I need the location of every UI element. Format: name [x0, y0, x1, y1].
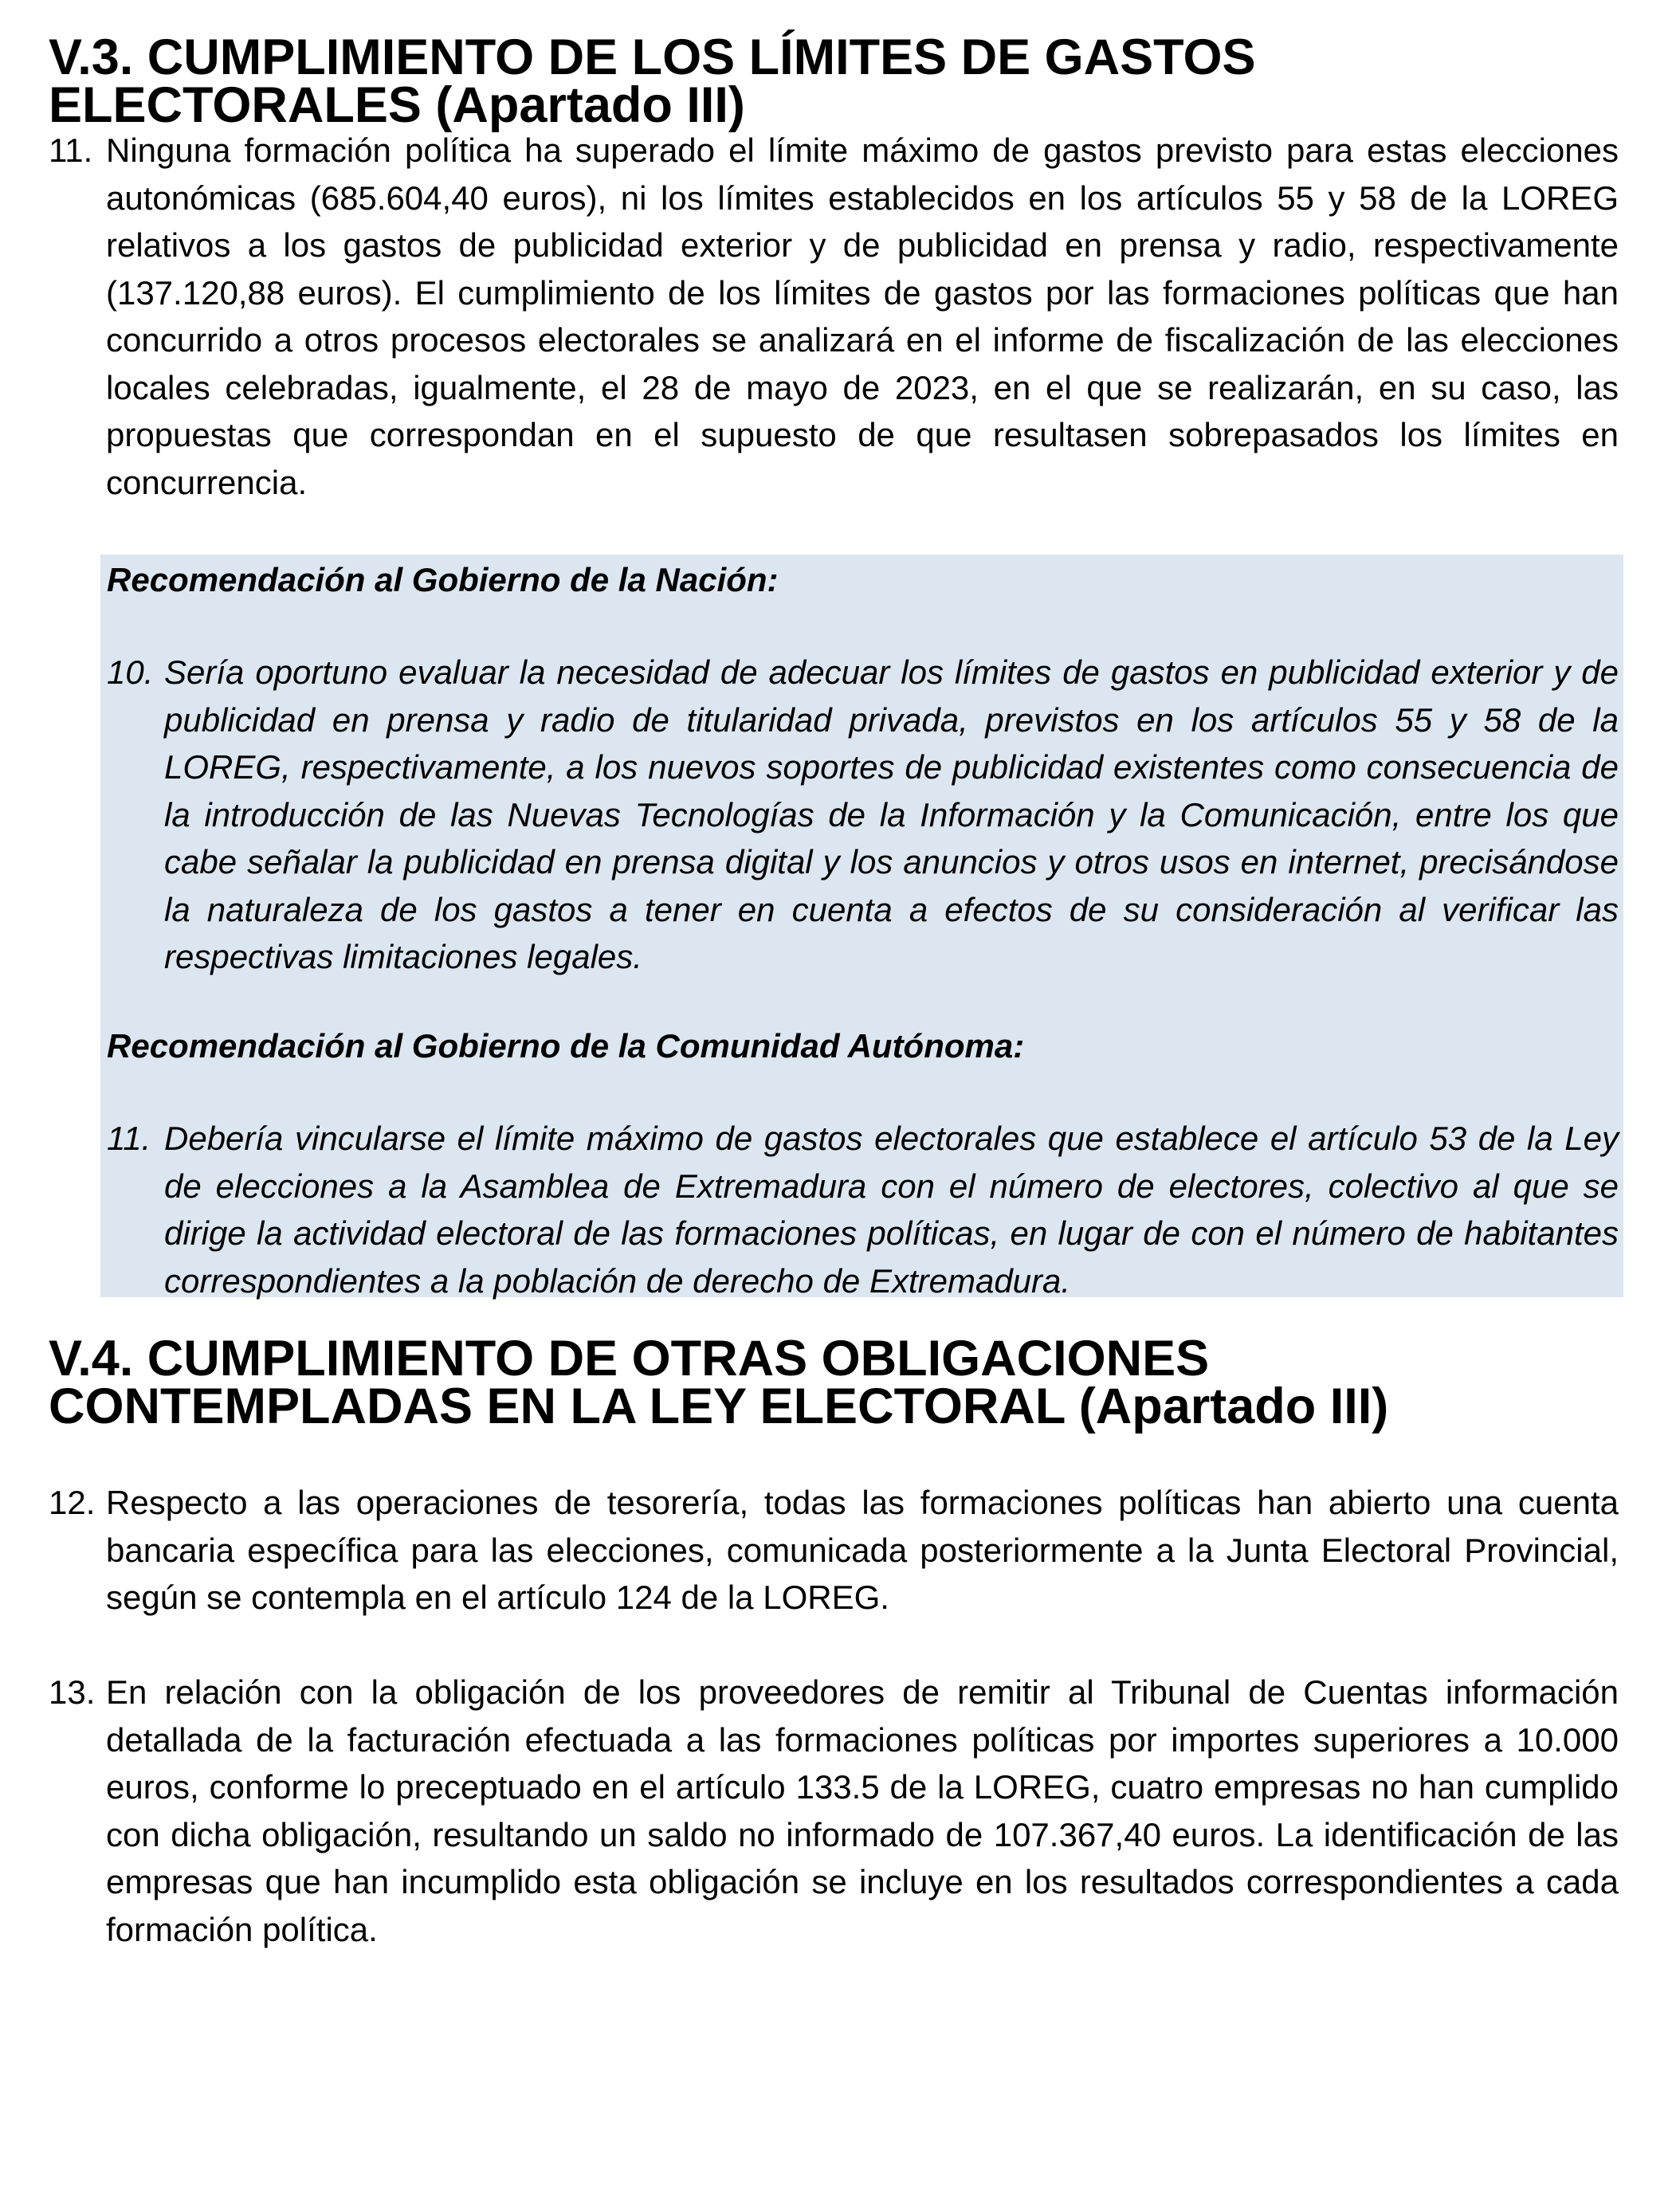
- recommendation-text: Debería vincularse el límite máximo de gastos electorales que establece el artículo 53 de la Ley de elecciones a la Asamblea de Extremadura con el número de electores, colectivo al que se dirige la actividad electoral de las formaciones políticas, en lugar de con el número de habitantes correspondientes a la población de derecho de Extremadura.: [164, 1120, 1619, 1300]
- paragraph-number: 13.: [49, 1673, 96, 1711]
- recommendation-text: Sería oportuno evaluar la necesidad de adecuar los límites de gastos en publicidad exterior y de publicidad en prensa y radio de titularidad privada, previstos en los artículos 55 y 58 de la LOREG, respectivamente, a los nuevos soportes de publicidad existentes como consecuencia de la introducción de las Nuevas Tecnologías de la Información y la Comunicación, entre los que cabe señalar la publicidad en prensa digital y los anuncios y otros usos en internet, precisándose la naturaleza de los gastos a tener en cuenta a efectos de su consideración al verificar las respectivas limitaciones legales.: [164, 653, 1619, 975]
- recommendation-10: [107, 649, 1619, 981]
- paragraph-number: 11.: [49, 131, 93, 169]
- paragraph-text: En relación con la obligación de los proveedores de remitir al Tribunal de Cuentas información detallada de la facturación efectuada a las formaciones políticas por importes superiores a 10.000 euros, conforme lo preceptuado en el artículo 133.5 de la LOREG, cuatro empresas no han cumplido con dicha obligación, resultando un saldo no informado de 107.367,40 euros. La identificación de las empresas que han incumplido esta obligación se incluye en los resultados correspondientes a cada formación política.: [106, 1673, 1619, 1948]
- section-v4-heading: V.4. CUMPLIMIENTO DE OTRAS OBLIGACIONES CONTEMPLADAS EN LA LEY ELECTORAL (Apartado III): [49, 1331, 1389, 1434]
- recommendation-nacion-heading: Recomendación al Gobierno de la Nación:: [107, 561, 779, 598]
- recommendation-ca-heading: Recomendación al Gobierno de la Comunidad Autónoma:: [107, 1027, 1025, 1065]
- paragraph-text: Respecto a las operaciones de tesorería, todas las formaciones políticas han abierto una cuenta bancaria específica para las elecciones, comunicada posteriormente a la Junta Electoral Provincial, según se contempla en el artículo 124 de la LOREG.: [106, 1484, 1619, 1616]
- paragraph-11: [49, 127, 1619, 506]
- recommendation-number: 10.: [107, 653, 154, 691]
- recommendation-11: [107, 1115, 1619, 1304]
- paragraph-12: [49, 1479, 1619, 1622]
- paragraph-number: 12.: [49, 1484, 96, 1521]
- section-v3-heading: V.3. CUMPLIMIENTO DE LOS LÍMITES DE GASTOS ELECTORALES (Apartado III): [49, 29, 1256, 133]
- paragraph-13: [49, 1669, 1619, 1953]
- recommendation-number: 11.: [107, 1120, 151, 1157]
- paragraph-text: Ninguna formación política ha superado el límite máximo de gastos previsto para estas elecciones autonómicas (685.604,40 euros), ni los límites establecidos en los artículos 55 y 58 de la LOREG relativos a los gastos de publicidad exterior y de publicidad en prensa y radio, respectivamente (137.120,88 euros). El cumplimiento de los límites de gastos por las formaciones políticas que han concurrido a otros procesos electorales se analizará en el informe de fiscalización de las elecciones locales celebradas, igualmente, el 28 de mayo de 2023, en el que se realizarán, en su caso, las propuestas que correspondan en el supuesto de que resultasen sobrepasados los límites en concurrencia.: [106, 131, 1619, 501]
